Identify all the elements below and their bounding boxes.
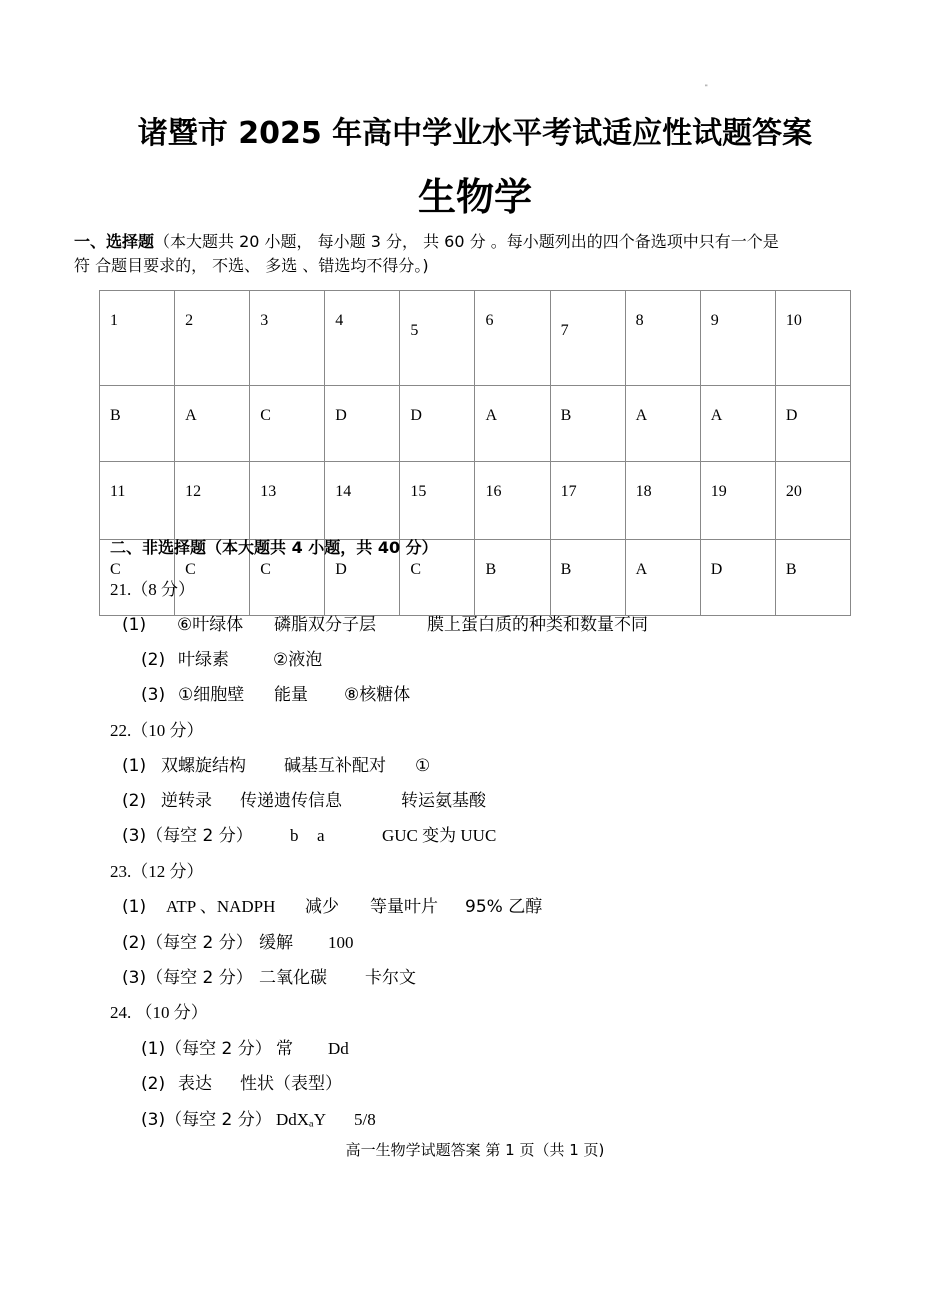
question-22-part-1 [122, 751, 430, 776]
question-21-part-1 [122, 610, 648, 635]
table-cell: D [400, 386, 475, 462]
table-cell: C [175, 540, 250, 616]
answer: ②液泡 [273, 650, 323, 670]
answer: 性状（表型） [240, 1074, 342, 1094]
table-cell: 6 [475, 291, 550, 386]
part-label: (1) [122, 897, 147, 917]
table-cell: C [100, 540, 175, 616]
answer: 等量叶片 [370, 897, 438, 917]
answer: 100 [328, 933, 354, 952]
answer: GUC 变为 UUC [382, 826, 497, 845]
table-cell: 7 [550, 291, 625, 386]
table-cell: A [625, 540, 700, 616]
question-24-part-1 [141, 1034, 349, 1059]
answer: 双螺旋结构 [161, 756, 246, 776]
table-cell: C [250, 540, 325, 616]
answer: 传递遗传信息 [240, 791, 342, 811]
answer-table [99, 290, 851, 616]
question-23-part-3 [122, 963, 416, 988]
answer: ①细胞壁 [178, 685, 245, 705]
part-label: (3)（每空 2 分） [141, 1110, 272, 1130]
question-23-part-1 [122, 892, 542, 917]
part-label: (1)（每空 2 分） [141, 1039, 272, 1059]
table-cell: 20 [775, 462, 850, 540]
question-22-part-2 [122, 786, 486, 811]
table-cell: C [250, 386, 325, 462]
table-row-numbers-1-10 [100, 291, 851, 386]
table-cell: D [775, 386, 850, 462]
answer: 5/8 [354, 1110, 376, 1129]
part-label: (2)（每空 2 分） [122, 933, 253, 953]
answer: b [290, 826, 299, 845]
table-cell: 5 [400, 291, 475, 386]
table-cell: A [625, 386, 700, 462]
question-24-part-2 [141, 1069, 342, 1094]
table-cell: A [475, 386, 550, 462]
section1-instructions-line2: 符 合题目要求的， 不选、 多选 、错选均不得分。) [74, 256, 429, 275]
answer: 二氧化碳 [259, 968, 327, 988]
table-cell: 13 [250, 462, 325, 540]
question-24-heading: 24. （10 分） [110, 1003, 208, 1022]
question-23-heading: 23.（12 分） [110, 862, 204, 881]
answer: 逆转录 [161, 791, 212, 811]
answer: 膜上蛋白质的种类和数量不同 [427, 615, 648, 635]
table-cell: C [400, 540, 475, 616]
answer: ⑧核糖体 [344, 685, 411, 705]
section2-heading: 二、非选择题（本大题共 4 小题，共 40 分） [110, 538, 438, 557]
table-cell: A [175, 386, 250, 462]
stray-mark: " [705, 84, 708, 91]
part-label: (3) [141, 685, 166, 705]
part-label: (3)（每空 2 分） [122, 968, 253, 988]
answer: 叶绿素 [178, 650, 229, 670]
table-row-answers-1-10 [100, 386, 851, 462]
answer: 常 [276, 1039, 293, 1059]
answer: a [317, 826, 325, 845]
table-cell: 10 [775, 291, 850, 386]
table-cell: 14 [325, 462, 400, 540]
question-21-part-3 [141, 680, 410, 705]
answer: 95% 乙醇 [465, 897, 543, 917]
question-21-heading: 21.（8 分） [110, 580, 195, 599]
table-cell: 17 [550, 462, 625, 540]
page-footer: 高一生物学试题答案 第 1 页（共 1 页) [345, 1141, 605, 1159]
table-cell: 4 [325, 291, 400, 386]
answer: 能量 [274, 685, 308, 705]
table-cell: B [775, 540, 850, 616]
table-cell: 3 [250, 291, 325, 386]
table-cell: B [100, 386, 175, 462]
table-cell: B [475, 540, 550, 616]
part-label: (3)（每空 2 分） [122, 826, 253, 846]
table-cell: 16 [475, 462, 550, 540]
answer: 磷脂双分子层 [274, 615, 376, 635]
section1-heading: 一、选择题 [74, 232, 155, 251]
section1-instructions-line1 [74, 230, 779, 254]
answer: 减少 [305, 897, 339, 917]
part-label: (2) [122, 791, 147, 811]
answer: 缓解 [259, 933, 293, 953]
table-cell: 19 [700, 462, 775, 540]
section1-instructions-text: （本大题共 20 小题， 每小题 3 分， 共 60 分 。每小题列出的四个备选项中只有一个是 [154, 232, 779, 251]
answer: Dd [328, 1039, 349, 1058]
part-label: (1) [122, 756, 147, 776]
answer: 转运氨基酸 [401, 791, 486, 811]
table-cell: 9 [700, 291, 775, 386]
table-cell: D [700, 540, 775, 616]
part-label: (2) [141, 650, 166, 670]
part-label: (2) [141, 1074, 166, 1094]
table-cell: 8 [625, 291, 700, 386]
page-title: 诸暨市 2025 年高中学业水平考试适应性试题答案 [137, 116, 813, 151]
table-cell: B [550, 386, 625, 462]
table-cell: D [325, 540, 400, 616]
table-row-numbers-11-20 [100, 462, 851, 540]
answer: 表达 [178, 1074, 212, 1094]
table-cell: 15 [400, 462, 475, 540]
table-cell: 18 [625, 462, 700, 540]
question-24-part-3 [141, 1105, 376, 1130]
answer: ⑥叶绿体 [177, 615, 244, 635]
answer: ATP 、NADPH [166, 897, 276, 916]
answer: ① [415, 756, 431, 776]
question-23-part-2 [122, 928, 354, 953]
part-label: (1) [122, 615, 147, 635]
question-22-part-3 [122, 821, 496, 846]
table-cell: 11 [100, 462, 175, 540]
table-cell: 1 [100, 291, 175, 386]
table-cell: D [325, 386, 400, 462]
answer: 卡尔文 [365, 968, 416, 988]
table-cell: B [550, 540, 625, 616]
question-21-part-2 [141, 645, 322, 670]
table-cell: 12 [175, 462, 250, 540]
answer: DdXₐY [276, 1110, 326, 1129]
answer: 碱基互补配对 [284, 756, 386, 776]
question-22-heading: 22.（10 分） [110, 721, 204, 740]
table-cell: 2 [175, 291, 250, 386]
page-subtitle: 生物学 [417, 175, 532, 219]
table-cell: A [700, 386, 775, 462]
